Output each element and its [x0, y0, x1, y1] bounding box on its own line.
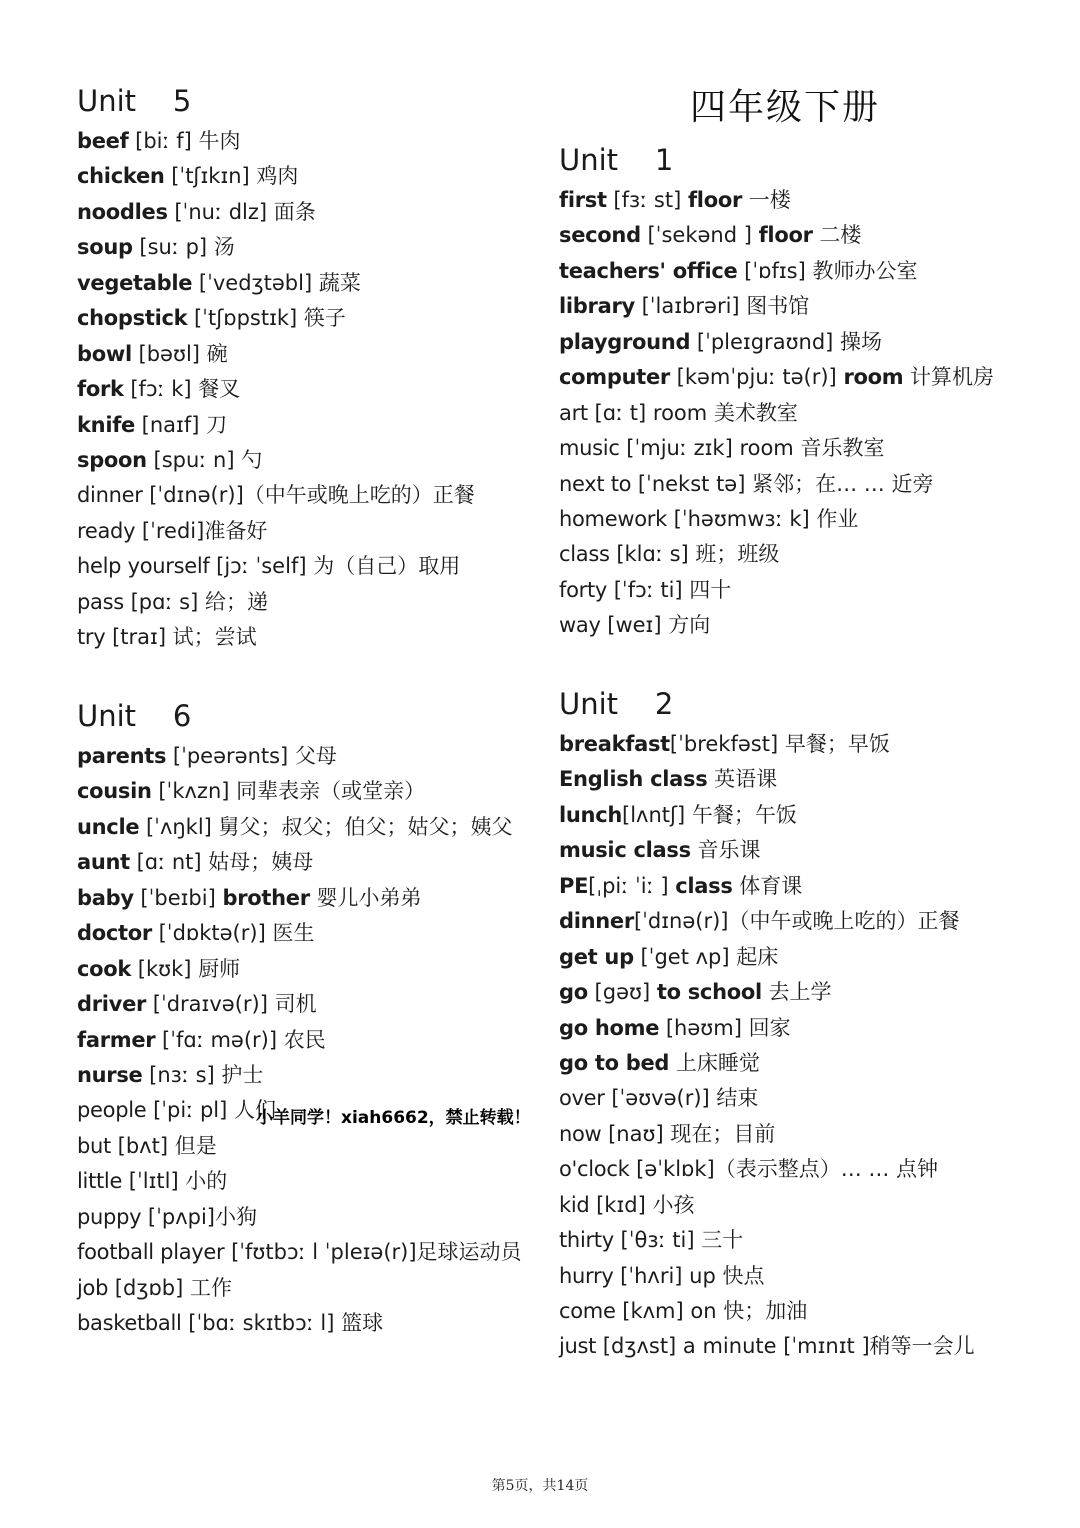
definition: [ˈhəʊmwɜː k] 作业 — [666, 506, 859, 531]
vocabulary-item — [559, 1046, 975, 1081]
vocabulary-item — [77, 337, 475, 372]
headword: bowl — [77, 341, 132, 366]
headword-second: class — [675, 873, 733, 898]
definition: [ˈəʊvə(r)] 结束 — [604, 1086, 759, 1111]
headword-second: brother — [222, 885, 310, 910]
definition: [ˈdɪnə(r)]（中午或晚上吃的）正餐 — [633, 909, 960, 934]
headword: people — [77, 1098, 147, 1123]
vocabulary-item — [559, 1011, 975, 1046]
definition: [ˈtʃɪkɪn] 鸡肉 — [164, 164, 299, 189]
headword: uncle — [77, 814, 140, 839]
vocabulary-item — [559, 183, 994, 218]
vocabulary-item — [77, 845, 522, 880]
vocabulary-item — [559, 289, 994, 324]
definition: [ˈpleɪgraʊnd] 操场 — [690, 329, 883, 354]
vocabulary-item — [559, 869, 975, 904]
vocabulary-item — [77, 916, 522, 951]
definition: [həʊm] 回家 — [659, 1015, 791, 1040]
headword: nurse — [77, 1062, 143, 1087]
definition: [ˈdraɪvə(r)] 司机 — [146, 992, 317, 1017]
definition: [ˈtʃɒpstɪk] 筷子 — [187, 306, 346, 331]
vocabulary-item — [559, 1294, 975, 1329]
unit-title: Unit 5 — [77, 84, 192, 118]
vocabulary-item — [77, 1129, 522, 1164]
vocabulary-item — [77, 443, 475, 478]
definition: [ˈlaɪbrəri] 图书馆 — [634, 294, 810, 319]
definition: [ˈpʌpi]小狗 — [141, 1204, 257, 1229]
definition: [ˈbɑː skɪtbɔː l] 篮球 — [181, 1311, 384, 1335]
vocabulary-item — [77, 810, 522, 845]
headword: cousin — [77, 779, 152, 804]
unit-title: Unit 2 — [559, 687, 674, 721]
vocabulary-item — [77, 124, 475, 159]
definition: 去上学 — [761, 980, 832, 1005]
vocabulary-item — [77, 1271, 522, 1306]
headword: chopstick — [77, 306, 188, 331]
vocabulary-item — [559, 360, 994, 395]
definition: [ˈpiː pl] 人们 — [146, 1098, 276, 1123]
headword: cook — [77, 956, 132, 981]
headword: next to — [559, 471, 632, 496]
definition: [ɑː nt] 姑母；姨母 — [129, 850, 314, 875]
book-title: 四年级下册 — [690, 87, 881, 128]
definition: [fɔː k] 餐叉 — [123, 377, 241, 402]
definition: [klɑː s] 班；班级 — [609, 542, 780, 567]
vocabulary-item — [559, 218, 994, 253]
definition: [ˈpeərənts] 父母 — [166, 744, 337, 768]
phonetic: [gəʊ] — [587, 980, 657, 1005]
headword: playground — [559, 329, 691, 354]
phonetic: [ˈsekənd ] — [640, 223, 759, 248]
definition: [ˈhʌri] up 快点 — [613, 1263, 765, 1288]
vocabulary-item — [559, 608, 994, 643]
definition: [ˈʌŋkl] 舅父；叔父；伯父；姑父；姨父 — [139, 814, 513, 839]
headword: baby — [77, 885, 134, 910]
headword: just — [559, 1334, 597, 1359]
definition: [jɔː ˈself] 为（自己）取用 — [209, 554, 461, 579]
headword: get up — [559, 944, 634, 969]
vocabulary-item — [77, 1306, 522, 1341]
headword: over — [559, 1086, 605, 1111]
headword: hurry — [559, 1263, 614, 1288]
vocabulary-list — [77, 739, 522, 1341]
definition: [dʒʌst] a minute [ˈmɪnɪt ]稍等一会儿 — [596, 1334, 975, 1359]
definition: [ˈvedʒtəbl] 蔬菜 — [192, 270, 361, 295]
definition: [traɪ] 试；尝试 — [105, 625, 257, 650]
definition: [ˈredi]准备好 — [135, 518, 268, 543]
definition: [ˈfʊtbɔː l ˈpleɪə(r)]足球运动员 — [224, 1240, 522, 1265]
headword: class — [559, 542, 610, 567]
headword: spoon — [77, 447, 147, 472]
headword: lunch — [559, 802, 622, 827]
vocabulary-item — [77, 478, 475, 513]
vocabulary-item — [559, 1152, 975, 1187]
headword: library — [559, 294, 635, 319]
vocabulary-item — [559, 537, 994, 572]
vocabulary-list — [559, 727, 975, 1365]
definition: [ˈdɒktə(r)] 医生 — [151, 921, 315, 946]
headword: soup — [77, 235, 133, 260]
headword-second: to school — [656, 980, 762, 1005]
vocabulary-item — [77, 301, 475, 336]
headword: come — [559, 1299, 616, 1323]
definition: 计算机房 — [903, 365, 995, 390]
vocabulary-item — [559, 573, 994, 608]
definition: [ˈbrekfəst] 早餐；早饭 — [669, 732, 890, 756]
headword: music class — [559, 838, 691, 863]
headword: vegetable — [77, 270, 193, 295]
vocabulary-item — [77, 514, 475, 549]
vocabulary-list — [559, 183, 994, 644]
headword: aunt — [77, 850, 130, 875]
phonetic: [kəmˈpjuː tə(r)] — [669, 365, 844, 390]
definition: 英语课 — [707, 767, 778, 792]
headword: dinner — [77, 483, 143, 508]
headword: basketball — [77, 1311, 182, 1335]
definition: [ˈmjuː zɪk] room 音乐教室 — [619, 436, 885, 461]
headword: farmer — [77, 1027, 156, 1052]
headword: forty — [559, 577, 608, 602]
page-footer: 第5页，共14页 — [491, 1478, 589, 1494]
definition: [kʌm] on 快；加油 — [615, 1299, 808, 1323]
vocabulary-item — [77, 774, 522, 809]
headword: computer — [559, 365, 670, 390]
headword: try — [77, 625, 106, 650]
vocabulary-item — [559, 798, 975, 833]
definition: [ˈfɔː ti] 四十 — [607, 577, 732, 602]
definition: [ˈnekst tə] 紧邻；在… … 近旁 — [631, 471, 934, 496]
definition: [kʊk] 厨师 — [131, 956, 241, 981]
definition: [ˈget ʌp] 起床 — [633, 944, 779, 969]
definition: [ˈlɪtl] 小的 — [122, 1169, 228, 1194]
headword: dinner — [559, 909, 634, 934]
definition: 婴儿小弟弟 — [309, 885, 422, 910]
definition: [ˈdɪnə(r)]（中午或晚上吃的）正餐 — [142, 483, 475, 508]
vocabulary-item — [559, 1329, 975, 1364]
definition: [weɪ] 方向 — [600, 613, 711, 638]
vocabulary-item — [77, 1164, 522, 1199]
phonetic: [ˌpiː ˈiː ] — [588, 873, 676, 898]
definition: [nɜː s] 护士 — [142, 1062, 264, 1087]
vocabulary-item — [77, 408, 475, 443]
headword: now — [559, 1121, 602, 1146]
headword: knife — [77, 412, 135, 437]
definition: 音乐课 — [690, 838, 761, 863]
definition: [pɑː s] 给；递 — [123, 589, 268, 614]
vocabulary-item — [559, 975, 975, 1010]
watermark-text: 小羊同学！xiah6662，禁止转载！ — [256, 1108, 531, 1128]
vocabulary-item — [77, 1023, 522, 1058]
vocabulary-item — [559, 833, 975, 868]
vocabulary-item — [559, 727, 975, 762]
headword: first — [559, 188, 607, 212]
vocabulary-item — [559, 1223, 975, 1258]
definition: [ˈθɜː ti] 三十 — [613, 1228, 744, 1253]
vocabulary-item — [77, 585, 475, 620]
headword: help yourself — [77, 554, 210, 579]
vocabulary-item — [559, 1259, 975, 1294]
headword: PE — [559, 873, 589, 898]
unit-title: Unit 1 — [559, 143, 674, 177]
headword: homework — [559, 506, 667, 531]
headword: teachers' office — [559, 258, 738, 283]
definition: 一楼 — [742, 188, 791, 212]
unit-title: Unit 6 — [77, 699, 192, 733]
vocabulary-item — [559, 1188, 975, 1223]
definition: [naʊ] 现在；目前 — [601, 1121, 776, 1146]
vocabulary-item — [559, 1081, 975, 1116]
headword: art — [559, 400, 588, 425]
headword: ready — [77, 518, 136, 543]
headword: puppy — [77, 1204, 142, 1229]
vocabulary-item — [77, 1235, 522, 1270]
headword: doctor — [77, 921, 152, 946]
vocabulary-item — [77, 739, 522, 774]
vocabulary-item — [559, 904, 975, 939]
definition: [ˈɒfɪs] 教师办公室 — [737, 258, 918, 283]
headword: football player — [77, 1240, 225, 1265]
definition: [biː f] 牛肉 — [128, 129, 241, 153]
vocabulary-item — [559, 467, 994, 502]
definition: [bəʊl] 碗 — [131, 341, 228, 366]
headword: second — [559, 223, 641, 248]
vocabulary-item — [77, 372, 475, 407]
vocabulary-item — [77, 1058, 522, 1093]
definition: 上床睡觉 — [669, 1050, 760, 1075]
vocabulary-item — [77, 987, 522, 1022]
headword: driver — [77, 992, 147, 1017]
definition: 二楼 — [812, 223, 862, 248]
headword: breakfast — [559, 732, 670, 756]
vocabulary-item — [77, 620, 475, 655]
headword: English class — [559, 767, 708, 792]
vocabulary-item — [77, 159, 475, 194]
vocabulary-item — [77, 549, 475, 584]
headword: parents — [77, 744, 167, 768]
headword: way — [559, 613, 601, 638]
headword: fork — [77, 377, 124, 402]
definition: [suː p] 汤 — [132, 235, 235, 260]
vocabulary-item — [77, 266, 475, 301]
definition: [lʌntʃ] 午餐；午饭 — [622, 802, 797, 827]
headword: thirty — [559, 1228, 614, 1253]
definition: [ˈnuː dlz] 面条 — [167, 199, 316, 224]
vocabulary-item — [559, 1117, 975, 1152]
definition: [əˈklɒk]（表示整点）… … 点钟 — [629, 1157, 939, 1182]
headword: little — [77, 1169, 123, 1194]
headword: go to bed — [559, 1050, 670, 1075]
definition: [dʒɒb] 工作 — [108, 1275, 232, 1300]
headword-second: floor — [687, 188, 743, 212]
definition: 体育课 — [732, 873, 803, 898]
headword: kid — [559, 1192, 590, 1217]
definition: [spuː n] 勺 — [146, 447, 263, 472]
headword: go home — [559, 1015, 660, 1040]
definition: [kɪd] 小孩 — [589, 1192, 695, 1217]
phonetic: [fɜː st] — [606, 188, 688, 212]
vocabulary-list — [77, 124, 475, 656]
headword-second: floor — [758, 223, 813, 248]
headword: music — [559, 436, 620, 461]
headword: go — [559, 980, 588, 1005]
vocabulary-item — [559, 762, 975, 797]
vocabulary-item — [77, 881, 522, 916]
definition: [ɑː t] room 美术教室 — [587, 400, 798, 425]
headword: pass — [77, 589, 124, 614]
vocabulary-item — [77, 230, 475, 265]
headword: chicken — [77, 164, 165, 189]
definition: [ˈkʌzn] 同辈表亲（或堂亲） — [151, 779, 426, 804]
headword: job — [77, 1275, 109, 1300]
vocabulary-item — [77, 952, 522, 987]
headword: noodles — [77, 199, 168, 224]
vocabulary-item — [559, 254, 994, 289]
vocabulary-item — [559, 431, 994, 466]
headword: o'clock — [559, 1157, 630, 1182]
vocabulary-item — [559, 502, 994, 537]
vocabulary-item — [77, 195, 475, 230]
phonetic: [ˈbeɪbi] — [133, 885, 223, 910]
vocabulary-item — [559, 396, 994, 431]
definition: [bʌt] 但是 — [110, 1133, 217, 1158]
headword: beef — [77, 129, 129, 153]
headword-second: room — [843, 365, 904, 390]
vocabulary-item — [559, 940, 975, 975]
vocabulary-item — [559, 325, 994, 360]
headword: but — [77, 1133, 111, 1158]
definition: [naɪf] 刀 — [135, 412, 228, 437]
definition: [ˈfɑː mə(r)] 农民 — [155, 1027, 326, 1052]
vocabulary-item — [77, 1200, 522, 1235]
